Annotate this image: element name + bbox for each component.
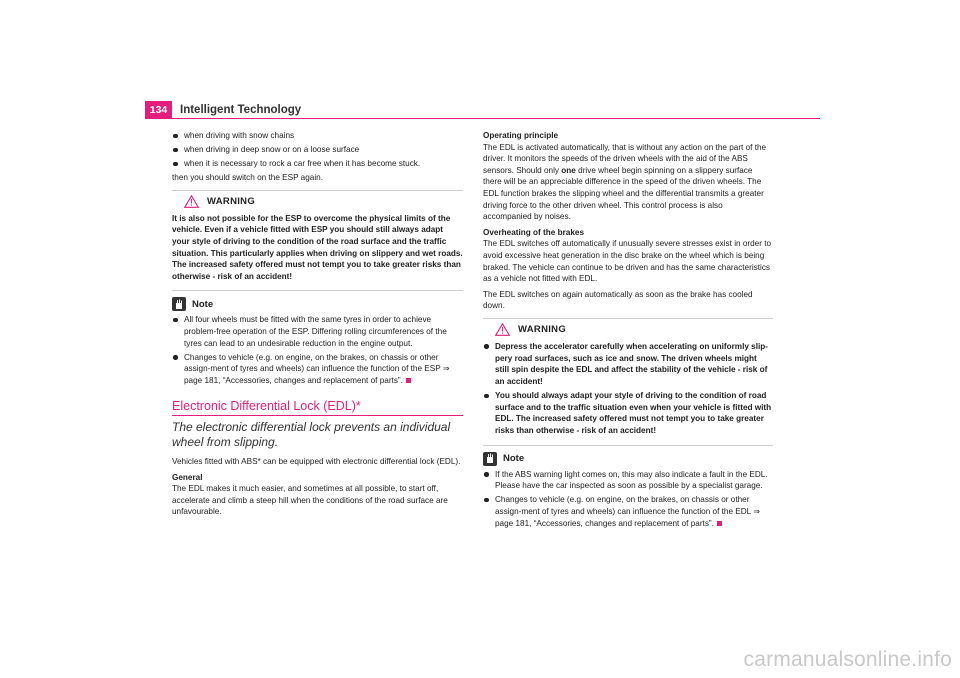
page-header-title: Intelligent Technology [180,104,302,116]
note-bullet [172,352,463,387]
note-heading [483,452,773,466]
subheading: Overheating of the brakes [483,227,585,237]
note-bullet-text: Changes to vehicle (e.g. on engine, on the brakes, on chassis or other assign-ment of tyres and wheels) can influence the function of the ESP ⇒ page 181, “Accessories, changes and replacement of parts”. [184,352,450,385]
section-rule [172,415,463,416]
warning-triangle-icon [495,323,510,336]
section-subtitle: The electronic differential lock prevents an individual wheel from slipping. [172,420,451,450]
paragraph: The EDL makes it much easier, and sometimes at all possible, to start off, accelerate and climb a steep hill when the conditions of the road surface are unfavourable. [172,484,448,517]
paragraph [483,142,773,223]
warning-title: WARNING [207,195,256,207]
warning-bullet: You should always adapt your style of driving to the condition of road surface and to the traffic situation even when your vehicle is fitted with EDL. The increased safety offered must not tempt you to take greater risks than otherwise - risk of an accident! [483,390,773,436]
emphasis-text: one [561,165,576,175]
paragraph: then you should switch on the ESP again. [172,173,323,183]
warning-triangle-icon [184,195,199,208]
bullet-item: when it is necessary to rock a car free when it has become stuck. [172,158,463,170]
page-number: 134 [145,101,172,119]
end-of-section-icon [406,378,411,383]
note-title: Note [503,452,525,464]
note-bullet: If the ABS warning light comes on, this may also indicate a fault in the EDL. Please have the car inspected as soon as possible by a specialist garage. [483,469,773,492]
paragraph: The EDL switches off automatically if unusually severe stresses exist in order to avoid excessive heat generation in the disc brake on the wheel which is being braked. The vehicle can continue to be driven and has the same characteristics as a vehicle not fitted with EDL. [483,239,772,284]
note-icon [172,297,186,311]
warning-title: WARNING [518,323,567,335]
warning-bullet: Depress the accelerator carefully when accelerating on uniformly slip-pery road surfaces, such as ice and snow. The driven wheels might still spin despite the EDL and affect the stability of the vehicle - risk of an accident! [483,341,773,387]
note-bullet [483,494,773,529]
warning-box [172,190,463,292]
subheading: Operating principle [483,131,559,140]
paragraph-text: drive wheel begin spinning on a slippery surface there will be an appreciable difference in the speed of the driven wheels. The EDL function brakes the slipping wheel and the differential transmits a greater driving force to the other driven wheel. This control process is also accompanied by noises. [483,165,764,222]
note-heading [172,297,463,311]
bullet-item: when driving with snow chains [172,130,463,142]
note-title: Note [192,298,214,310]
warning-text: It is also not possible for the ESP to overcome the physical limits of the vehicle. Even if a vehicle fitted with ESP you should still always adapt your style of driving to the condition of the road surface and the traffic situation. This particularly applies when driving on slippery and wet roads. The increased safety offered must not tempt you to take greater risks than otherwise - risk of an accident! [172,213,463,281]
paragraph: The EDL switches on again automatically as soon as the brake has cooled down. [483,289,753,311]
watermark: carmanualsonline.info [743,648,952,671]
left-column [172,130,463,522]
paragraph: Vehicles fitted with ABS* can be equipped with electronic differential lock (EDL). [172,457,461,467]
note-bullet-text: Changes to vehicle (e.g. on engine, on the brakes, on chassis or other assign-ment of tyres and wheels) can influence the function of the EDL ⇒ page 181, “Accessories, changes and replacement of parts”. [495,495,761,528]
end-of-section-icon [717,521,722,526]
warning-heading [172,195,463,208]
section-title: Electronic Differential Lock (EDL)* [172,398,361,413]
right-column [483,130,773,532]
note-bullet: All four wheels must be fitted with the same tyres in order to achieve problem-free operation of the ESP. Differing rolling circumferences of the tyres can lead to an undesirable reduction in the engine output. [172,314,463,349]
subheading: General [172,472,203,482]
paragraph-text: The EDL is activated automatically, that is without any action on the part of the driver. It monitors the speeds of the driven wheels with the aid of the ABS sensors. Should only [483,142,767,175]
bullet-item: when driving in deep snow or on a loose surface [172,144,463,156]
warning-box [483,318,773,446]
header-rule [145,118,820,119]
warning-heading [483,323,773,336]
note-icon [483,452,497,466]
